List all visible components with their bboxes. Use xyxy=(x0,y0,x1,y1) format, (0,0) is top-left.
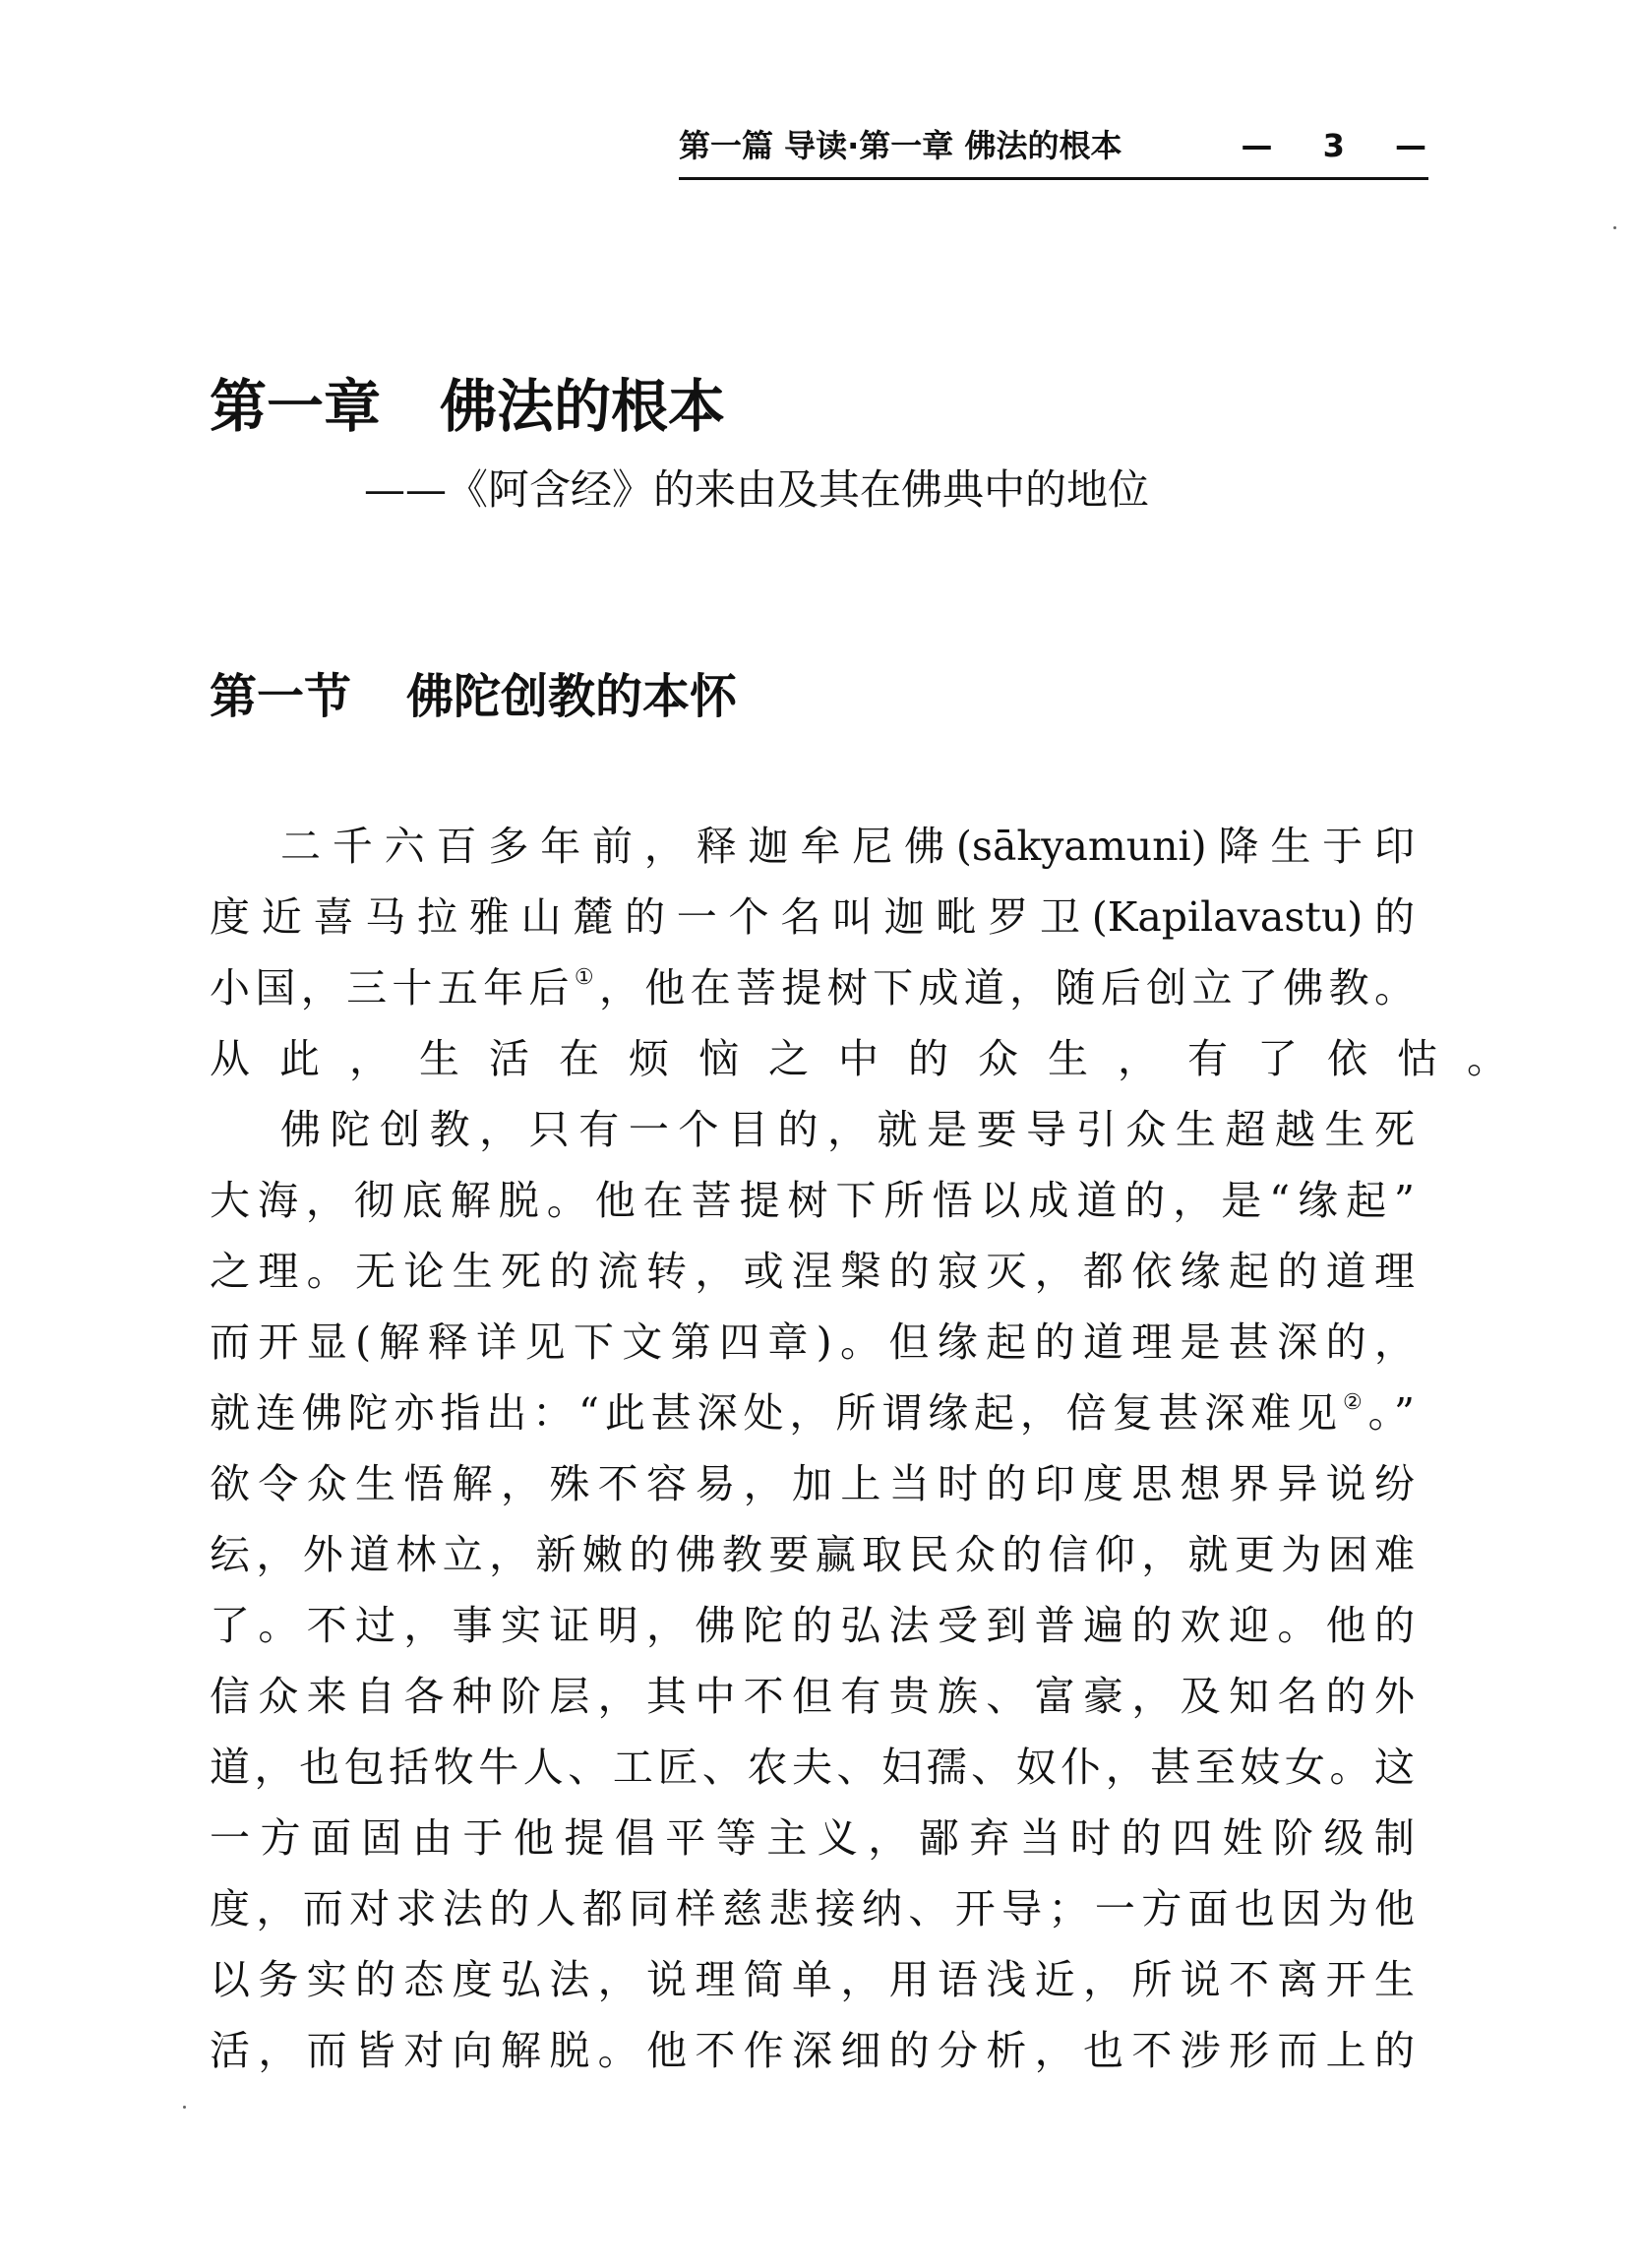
section-name: 佛陀创教的本怀 xyxy=(406,669,738,724)
body-line: 从此，生活在烦恼之中的众生，有了依怙。 xyxy=(210,1035,1537,1082)
body-line: 纭，外道林立，新嫩的佛教要赢取民众的信仰，就更为困难 xyxy=(210,1531,1415,1578)
body-line: 佛陀创教，只有一个目的，就是要导引众生超越生死 xyxy=(280,1106,1415,1153)
header-rule xyxy=(679,177,1428,180)
body-line: 大海，彻底解脱。他在菩提树下所悟以成道的，是“缘起” xyxy=(210,1177,1415,1224)
body-text-segment: 就连佛陀亦指出：“此甚深处，所谓缘起，倍复甚深难见 xyxy=(210,1389,1344,1437)
body-line: 欲令众生悟解，殊不容易，加上当时的印度思想界异说纷 xyxy=(210,1460,1415,1507)
body-line: 了。不过，事实证明，佛陀的弘法受到普遍的欢迎。他的 xyxy=(210,1602,1415,1649)
chapter-number: 第一章 xyxy=(210,373,382,440)
body-line: 活，而皆对向解脱。他不作深细的分析，也不涉形而上的 xyxy=(210,2027,1415,2074)
running-head xyxy=(679,124,1426,167)
body-line: 之理。无论生死的流转，或涅槃的寂灭，都依缘起的道理 xyxy=(210,1248,1415,1295)
body-text-segment: 。” xyxy=(1367,1389,1415,1437)
footnote-ref[interactable]: ② xyxy=(1343,1390,1368,1415)
body-line: 度，而对求法的人都同样慈悲接纳、开导；一方面也因为他 xyxy=(210,1885,1415,1932)
body-line xyxy=(210,958,1415,1017)
body-line: 信众来自各种阶层，其中不但有贵族、富豪，及知名的外 xyxy=(210,1673,1415,1720)
body-text-segment: ，他在菩提树下成道，随后创立了佛教。 xyxy=(598,964,1416,1011)
scan-speck xyxy=(1613,226,1616,229)
page-number: — 3 — xyxy=(1241,127,1426,164)
section-number: 第一节 xyxy=(210,669,352,724)
body-text-segment: 小国，三十五年后 xyxy=(210,964,575,1011)
section-title xyxy=(210,665,737,728)
chapter-name: 佛法的根本 xyxy=(440,373,726,440)
body-line: 以务实的态度弘法，说理简单，用语浅近，所说不离开生 xyxy=(210,1956,1415,2003)
footnote-ref[interactable]: ① xyxy=(574,965,599,990)
body-line: 度近喜马拉雅山麓的一个名叫迦毗罗卫(Kapilavastu)的 xyxy=(210,893,1415,941)
chapter-title xyxy=(210,372,725,441)
scan-speck xyxy=(183,2106,186,2109)
body-line: 二千六百多年前，释迦牟尼佛(sākyamuni)降生于印 xyxy=(280,823,1415,870)
body-line: 而开显(解释详见下文第四章)。但缘起的道理是甚深的， xyxy=(210,1318,1415,1366)
body-line: 道，也包括牧牛人、工匠、农夫、妇孺、奴仆，甚至妓女。这 xyxy=(210,1744,1415,1791)
body-line xyxy=(210,1383,1415,1442)
body-line: 一方面固由于他提倡平等主义，鄙弃当时的四姓阶级制 xyxy=(210,1814,1415,1862)
chapter-subtitle: ——《阿含经》的来由及其在佛典中的地位 xyxy=(364,465,1150,514)
running-head-title: 第一篇 导读·第一章 佛法的根本 xyxy=(679,127,1122,164)
